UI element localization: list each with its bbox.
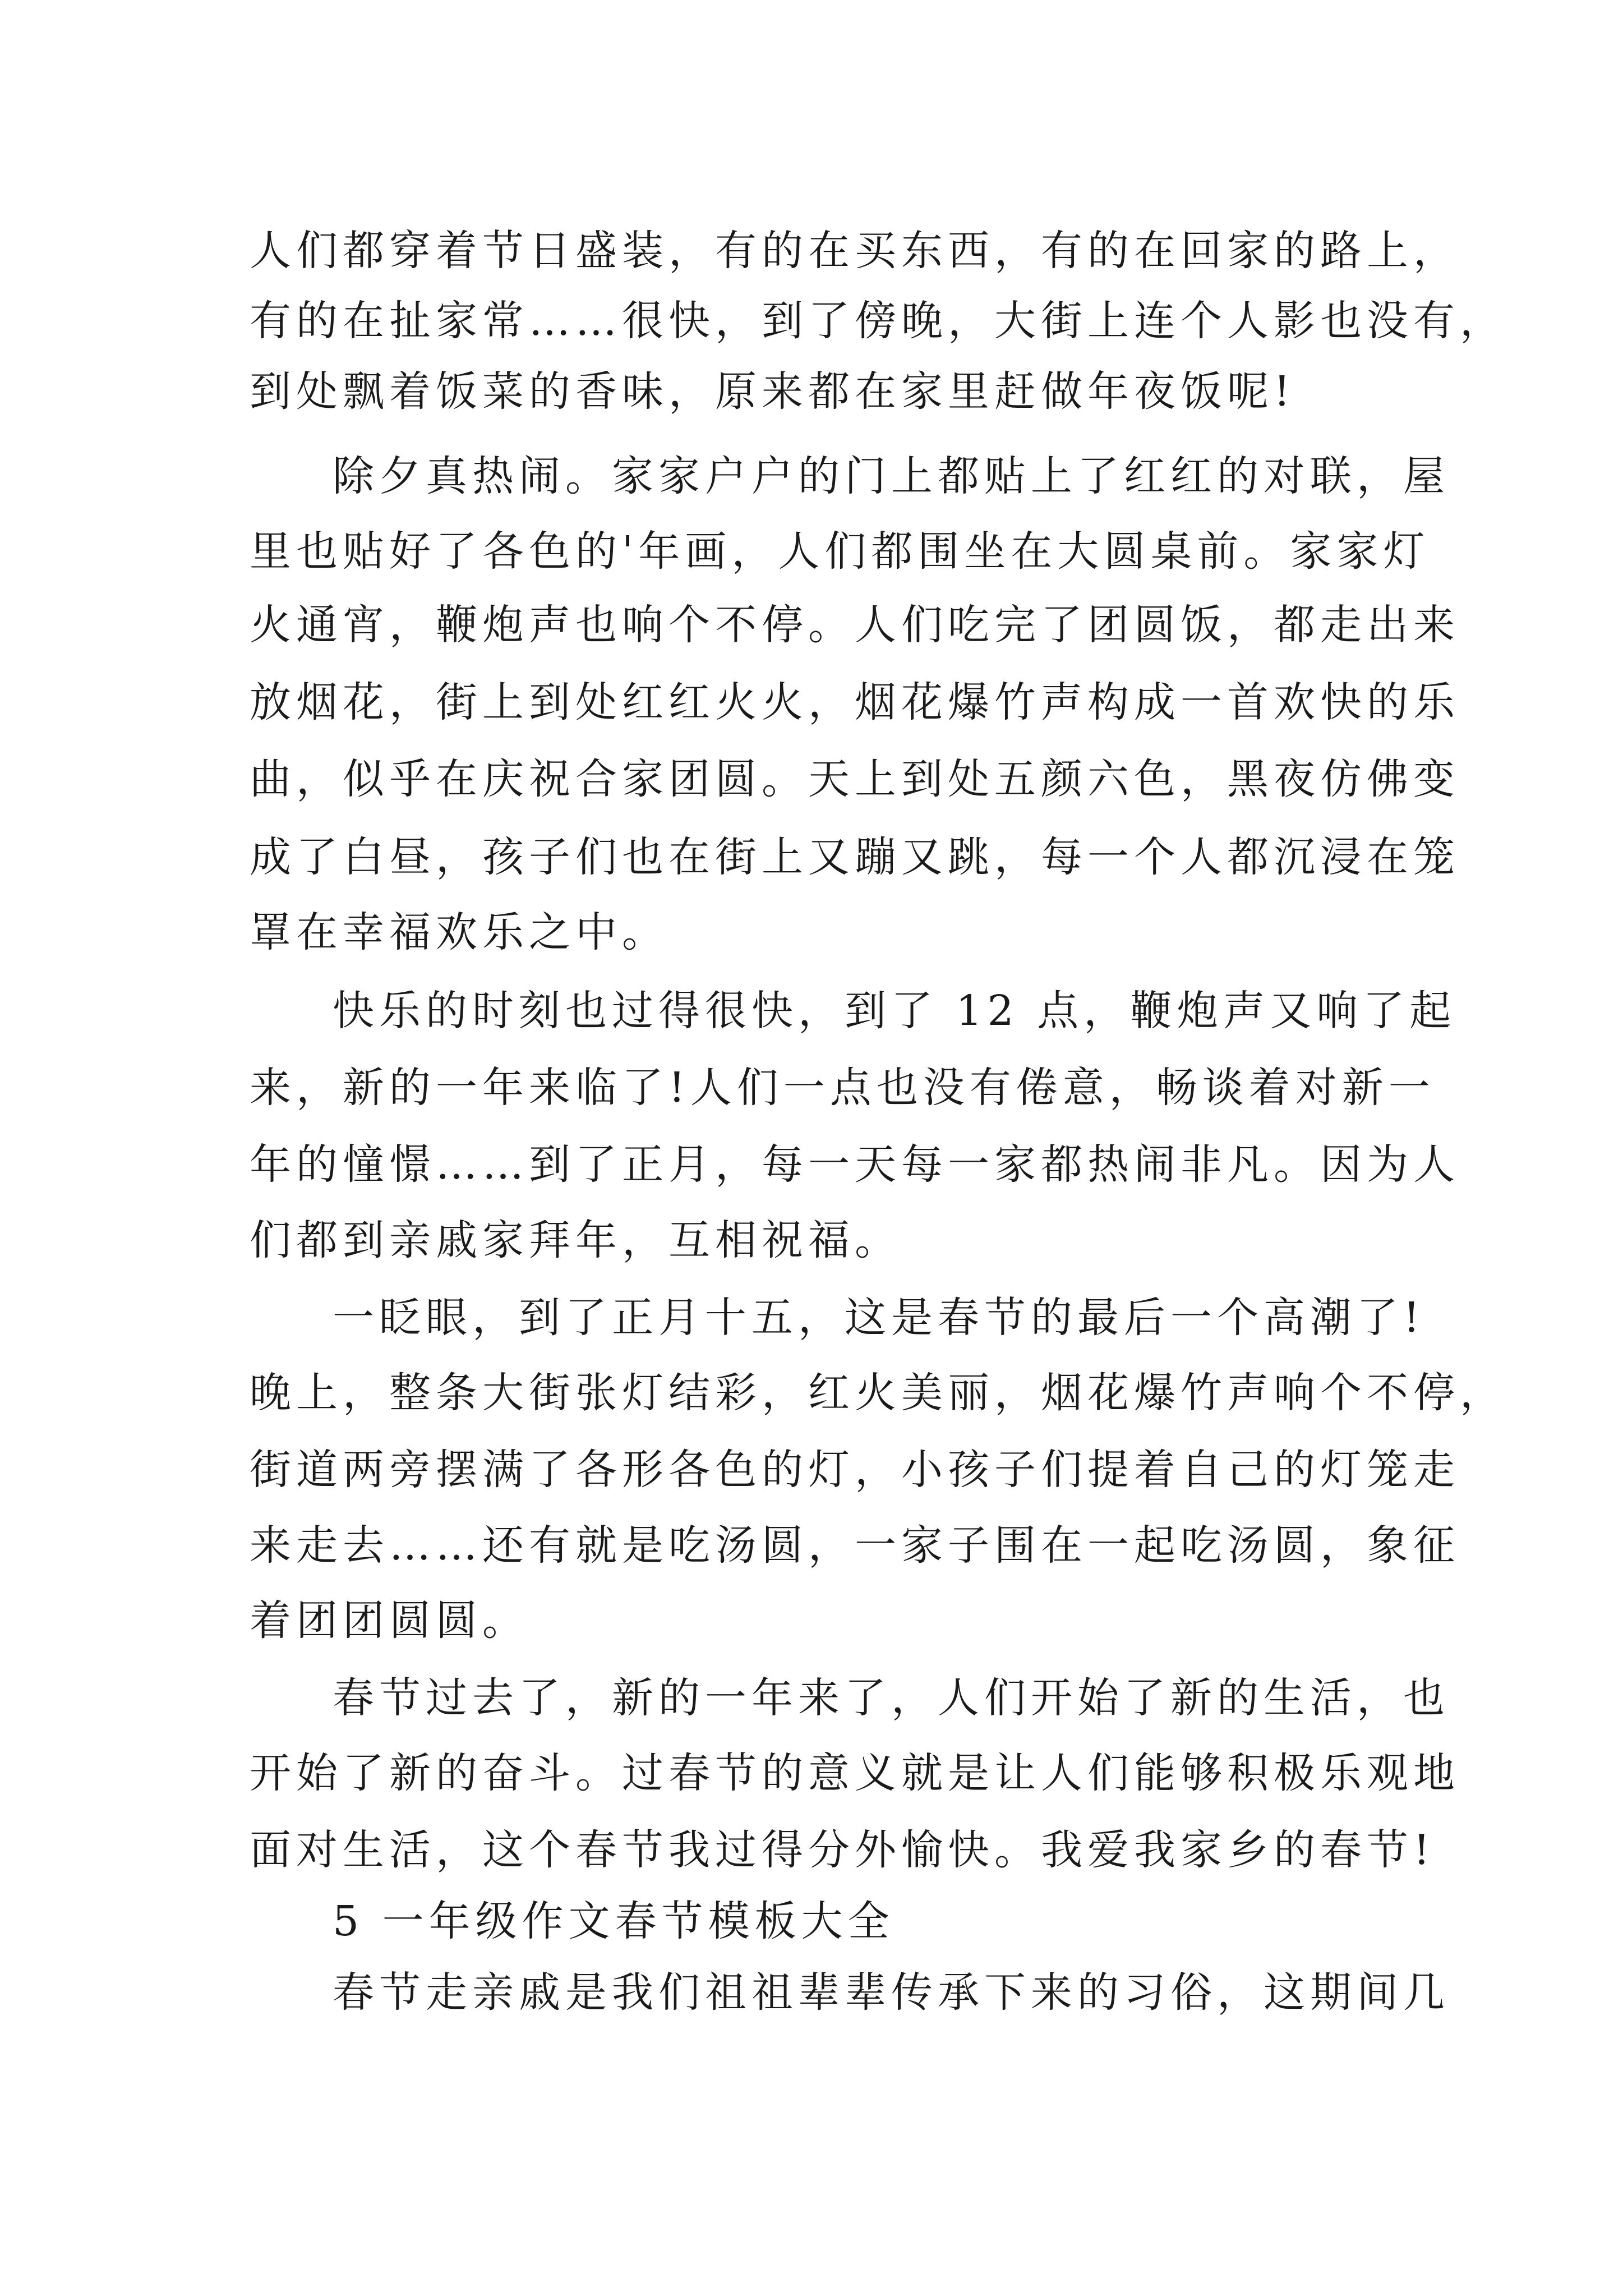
text-line: 着团团圆圆。	[250, 1596, 529, 1645]
text-line: 开始了新的奋斗。过春节的意义就是让人们能够积极乐观地	[250, 1749, 1460, 1797]
text-line: 街道两旁摆满了各形各色的灯，小孩子们提着自己的灯笼走	[250, 1446, 1460, 1494]
paragraph-first-line: 快乐的时刻也过得很快，到了 12 点，鞭炮声又响了起	[333, 987, 1456, 1035]
paragraph-first-line: 春节过去了，新的一年来了，人们开始了新的生活，也	[333, 1674, 1450, 1722]
text-line: 们都到亲戚家拜年，互相祝福。	[250, 1216, 901, 1264]
text-line: 放烟花，街上到处红红火火，烟花爆竹声构成一首欢快的乐	[250, 678, 1460, 726]
text-line: 面对生活，这个春节我过得分外愉快。我爱我家乡的春节!	[250, 1826, 1435, 1874]
text-line: 罩在幸福欢乐之中。	[250, 908, 668, 956]
paragraph-first-line: 除夕真热闹。家家户户的门上都贴上了红红的对联，屋	[333, 452, 1450, 500]
section-heading: 5 一年级作文春节模板大全	[333, 1897, 895, 1945]
text-line: 成了白昼，孩子们也在街上又蹦又跳，每一个人都沉浸在笼	[250, 833, 1460, 881]
text-line: 火通宵，鞭炮声也响个不停。人们吃完了团圆饭，都走出来	[250, 601, 1460, 649]
text-line: 来走去……还有就是吃汤圆，一家子围在一起吃汤圆，象征	[250, 1521, 1460, 1570]
text-line: 来，新的一年来临了!人们一点也没有倦意，畅谈着对新一	[250, 1064, 1435, 1112]
text-line: 年的憧憬……到了正月，每一天每一家都热闹非凡。因为人	[250, 1140, 1460, 1189]
text-line: 有的在扯家常……很快，到了傍晚，大街上连个人影也没有，	[250, 297, 1506, 345]
text-line: 人们都穿着节日盛装，有的在买东西，有的在回家的路上，	[250, 227, 1460, 275]
text-line: 到处飘着饭菜的香味，原来都在家里赶做年夜饭呢!	[250, 367, 1295, 416]
text-line: 里也贴好了各色的'年画，人们都围坐在大圆桌前。家家灯	[250, 527, 1430, 576]
paragraph-first-line: 春节走亲戚是我们祖祖辈辈传承下来的习俗，这期间几	[333, 1968, 1450, 2017]
paragraph-first-line: 一眨眼，到了正月十五，这是春节的最后一个高潮了!	[333, 1294, 1425, 1342]
text-line: 晚上，整条大街张灯结彩，红火美丽，烟花爆竹声响个不停，	[250, 1369, 1506, 1417]
text-line: 曲，似乎在庆祝合家团圆。天上到处五颜六色，黑夜仿佛变	[250, 755, 1460, 803]
